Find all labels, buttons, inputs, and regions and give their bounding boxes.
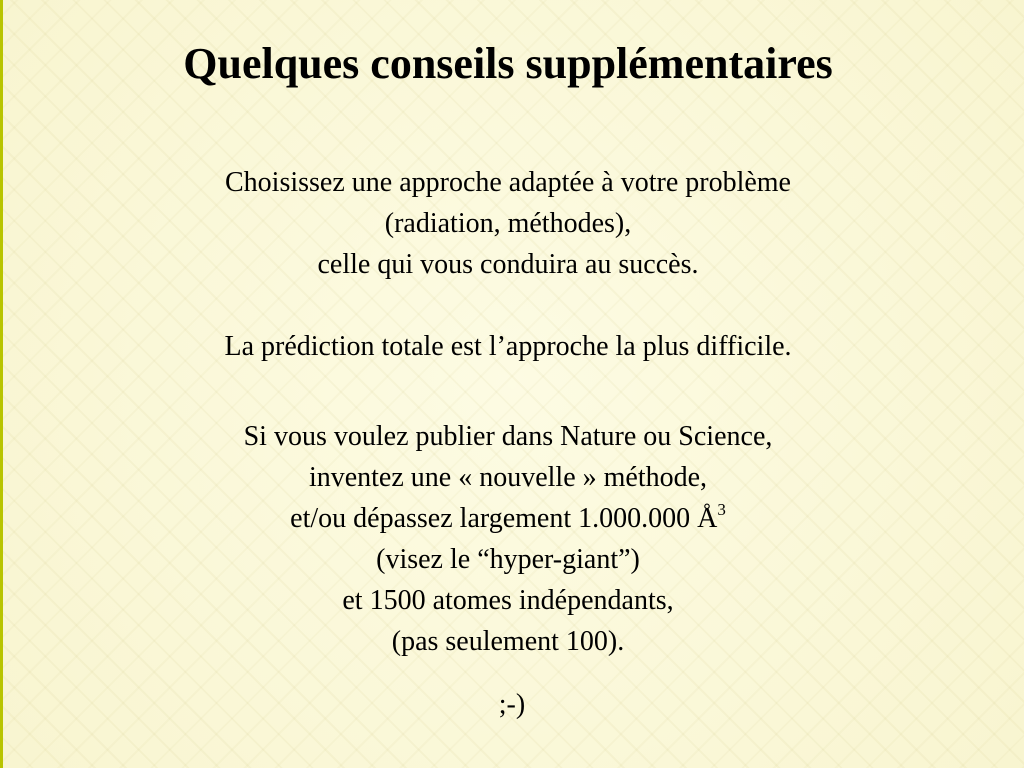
paragraph-prediction-line: La prédiction totale est l’approche la plus difficile. [224,331,792,362]
paragraph-publishing-line-2: inventez une « nouvelle » méthode, [308,462,708,493]
volume-exponent: 3 [717,499,726,519]
volume-text: et/ou dépassez largement 1.000.000 Å [290,503,718,534]
paragraph-approach-line-1: Choisissez une approche adaptée à votre problème [224,167,791,198]
paragraph-publishing [0,416,1016,662]
slide-title: Quelques conseils supplémentaires [183,39,833,88]
paragraph-publishing-line-1: Si vous voulez publier dans Nature ou Science, [243,421,773,452]
paragraph-approach [0,162,1016,285]
paragraph-publishing-line-5: et 1500 atomes indépendants, [342,585,674,616]
paragraph-publishing-line-4: (visez le “hyper-giant”) [376,544,640,575]
paragraph-approach-line-3: celle qui vous conduira au succès. [317,249,699,280]
paragraph-approach-line-2: (radiation, méthodes), [384,208,632,239]
paragraph-publishing-line-6: (pas seulement 100). [391,626,625,657]
paragraph-publishing-line-3 [0,498,1016,539]
closing-emoticon: ;-) [498,689,526,720]
paragraph-prediction [0,326,1016,367]
